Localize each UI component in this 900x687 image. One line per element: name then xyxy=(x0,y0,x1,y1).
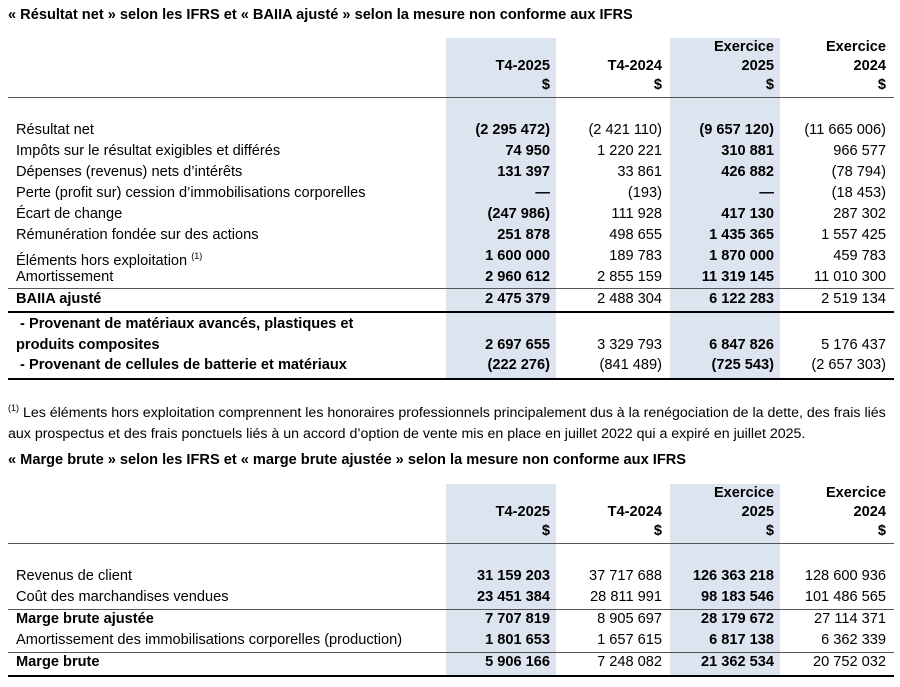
cell-value: 8 905 697 xyxy=(597,611,662,627)
cell-value: 6 122 283 xyxy=(709,291,774,307)
cell-value: 33 861 xyxy=(617,164,662,180)
cell-value: 287 302 xyxy=(833,206,886,222)
row-label: - Provenant de cellules de batterie et matériaux xyxy=(16,357,347,373)
table2-title: « Marge brute » selon les IFRS et « marge brute ajustée » selon la mesure non conforme aux IFRS xyxy=(8,452,687,468)
cell-value: — xyxy=(535,185,550,201)
cell-value: 126 363 218 xyxy=(692,568,774,584)
row-label: Dépenses (revenus) nets d’intérêts xyxy=(16,164,243,180)
cell-value: 3 329 793 xyxy=(597,337,662,353)
table-row xyxy=(8,141,894,162)
row-label: Marge brute ajustée xyxy=(16,611,154,627)
table-row xyxy=(8,246,894,267)
cell-value: 1 557 425 xyxy=(821,227,886,243)
cell-value: 2 855 159 xyxy=(597,269,662,285)
cell-value: (78 794) xyxy=(831,164,886,180)
table-row xyxy=(8,587,894,608)
table-bottom-border xyxy=(8,378,894,380)
cell-value: 5 176 437 xyxy=(821,337,886,353)
footnote-text: Les éléments hors exploitation comprennent les honoraires professionnels principalement dus à la renégociation de la dette, des frais liés aux prospectus et des frais ponctuels liés à un accord d’option de vente mis en place en juillet 2022 qui a expiré en juillet 2025. xyxy=(8,405,886,442)
table-row xyxy=(8,630,894,651)
table-row xyxy=(8,162,894,183)
col-header-t4-2024: T4-2024 $ xyxy=(607,58,662,93)
cell-value: 111 928 xyxy=(611,206,662,222)
cell-value: (2 295 472) xyxy=(475,122,550,138)
cell-value: (18 453) xyxy=(831,185,886,201)
table-row xyxy=(8,204,894,225)
table-row xyxy=(8,183,894,204)
cell-value: 23 451 384 xyxy=(476,589,550,605)
cell-value: 5 906 166 xyxy=(485,654,550,670)
cell-value: 2 488 304 xyxy=(597,291,662,307)
cell-value: (222 276) xyxy=(487,357,550,373)
cell-value: 28 179 672 xyxy=(700,611,774,627)
table-row xyxy=(8,225,894,246)
table-row xyxy=(8,267,894,288)
cell-value: 2 475 379 xyxy=(485,291,550,307)
cell-value: 21 362 534 xyxy=(700,654,774,670)
row-label: Revenus de client xyxy=(16,568,133,584)
cell-value: 37 717 688 xyxy=(588,568,662,584)
row-label: BAIIA ajusté xyxy=(16,291,102,307)
row-label: Impôts sur le résultat exigibles et différés xyxy=(16,143,281,159)
ebitda-table xyxy=(8,38,894,381)
col-header-exercice-2025: Exercice 2025 $ xyxy=(713,39,774,93)
row-label: Perte (profit sur) cession d’immobilisations corporelles xyxy=(16,185,366,201)
cell-value: 7 707 819 xyxy=(485,611,550,627)
cell-value: 7 248 082 xyxy=(597,654,662,670)
cell-value: 1 435 365 xyxy=(709,227,774,243)
row-label-line2: produits composites xyxy=(16,337,160,353)
col-header-t4-2025: T4-2025 $ xyxy=(495,58,550,93)
header-divider xyxy=(8,543,894,544)
cell-value: 2 697 655 xyxy=(485,337,550,353)
col-header-t4-2025: T4-2025 $ xyxy=(495,504,550,539)
cell-value: 6 817 138 xyxy=(709,632,774,648)
row-label: Amortissement xyxy=(16,269,114,285)
table-row xyxy=(8,566,894,587)
row-label-line1: - Provenant de matériaux avancés, plastiques et xyxy=(16,316,354,332)
cell-value: 128 600 936 xyxy=(804,568,886,584)
row-label: Coût des marchandises vendues xyxy=(16,589,229,605)
footnote-marker: (1) xyxy=(8,403,19,413)
cell-value: (247 986) xyxy=(487,206,550,222)
cell-value: 74 950 xyxy=(505,143,550,159)
total-divider xyxy=(8,311,894,313)
row-label: Amortissement des immobilisations corporelles (production) xyxy=(16,632,403,648)
table-row-subtotal xyxy=(8,609,894,630)
cell-value: 310 881 xyxy=(721,143,774,159)
cell-value: (2 421 110) xyxy=(588,122,662,138)
cell-value: (193) xyxy=(627,185,662,201)
cell-value: 966 577 xyxy=(833,143,886,159)
cell-value: (841 489) xyxy=(599,357,662,373)
cell-value: 1 600 000 xyxy=(485,248,550,264)
col-header-exercice-2024: Exercice 2024 $ xyxy=(825,485,886,539)
col-header-t4-2024: T4-2024 $ xyxy=(607,504,662,539)
cell-value: 251 878 xyxy=(497,227,550,243)
cell-value: (2 657 303) xyxy=(811,357,886,373)
cell-value: 417 130 xyxy=(721,206,774,222)
row-label: Écart de change xyxy=(16,206,123,222)
cell-value: 2 960 612 xyxy=(485,269,550,285)
row-label: Résultat net xyxy=(16,122,94,138)
footnote xyxy=(8,398,894,445)
row-label: Marge brute xyxy=(16,654,100,670)
cell-value: 2 519 134 xyxy=(821,291,886,307)
cell-value: 11 319 145 xyxy=(701,269,774,285)
row-label: Rémunération fondée sur des actions xyxy=(16,227,259,243)
cell-value: (9 657 120) xyxy=(699,122,774,138)
cell-value: 1 657 615 xyxy=(597,632,662,648)
cell-value: 459 783 xyxy=(833,248,886,264)
table-row xyxy=(8,314,894,356)
cell-value: 31 159 203 xyxy=(476,568,550,584)
cell-value: (725 543) xyxy=(711,357,774,373)
cell-value: 98 183 546 xyxy=(700,589,774,605)
cell-value: 101 486 565 xyxy=(804,589,886,605)
col-header-exercice-2025: Exercice 2025 $ xyxy=(713,485,774,539)
cell-value: 11 010 300 xyxy=(814,269,886,285)
cell-value: 28 811 991 xyxy=(590,589,662,605)
col-header-exercice-2024: Exercice 2024 $ xyxy=(825,39,886,93)
table-row-total xyxy=(8,289,894,310)
gross-margin-table xyxy=(8,484,894,680)
cell-value: 426 882 xyxy=(721,164,774,180)
header-divider xyxy=(8,97,894,98)
table-bottom-border xyxy=(8,675,894,677)
cell-value: (11 665 006) xyxy=(804,122,886,138)
footnote-ref: (1) xyxy=(191,251,203,261)
cell-value: 20 752 032 xyxy=(812,654,886,670)
cell-value: 6 847 826 xyxy=(709,337,774,353)
row-label: Éléments hors exploitation $^{(1)}$ xyxy=(16,251,203,269)
cell-value: 498 655 xyxy=(609,227,662,243)
cell-value: 131 397 xyxy=(497,164,550,180)
cell-value: 1 220 221 xyxy=(597,143,662,159)
table1-title: « Résultat net » selon les IFRS et « BAIIA ajusté » selon la mesure non conforme aux IFRS xyxy=(8,7,633,23)
cell-value: 189 783 xyxy=(609,248,662,264)
cell-value: — xyxy=(759,185,774,201)
table-row xyxy=(8,355,894,376)
cell-value: 6 362 339 xyxy=(821,632,886,648)
table-row xyxy=(8,120,894,141)
cell-value: 1 801 653 xyxy=(485,632,550,648)
cell-value: 1 870 000 xyxy=(709,248,774,264)
table-row-total xyxy=(8,652,894,673)
cell-value: 27 114 371 xyxy=(814,611,886,627)
